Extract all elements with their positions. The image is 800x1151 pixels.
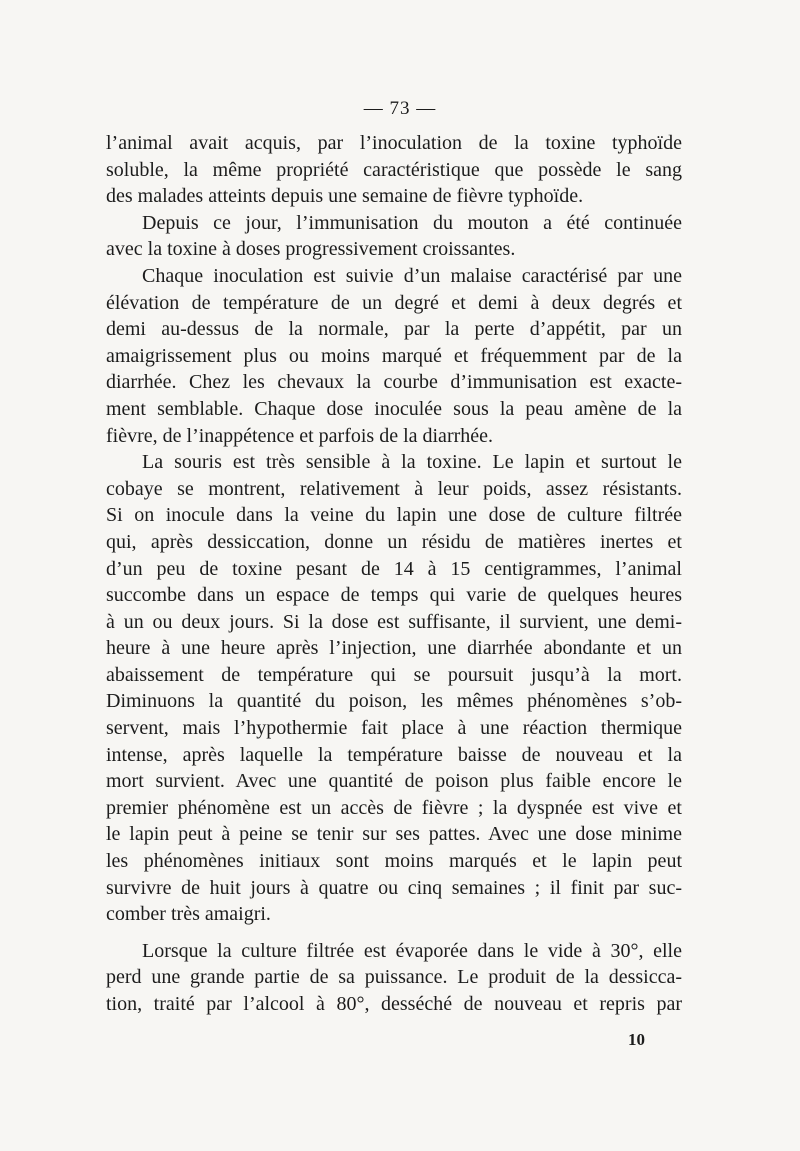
text-line: soluble, la même propriété caractéristique que possède le sang [106,158,682,181]
text-line: ment semblable. Chaque dose inoculée sous la peau amène de la [106,397,682,420]
text-line: survivre de huit jours à quatre ou cinq semaines ; il finit par suc- [106,876,682,899]
paragraph-gap [106,928,682,938]
text-line: succombe dans un espace de temps qui varie de quelques heures [106,584,682,607]
page-number: — 73 — [363,98,437,119]
body-text [106,130,682,1018]
text-line: Depuis ce jour, l’immunisation du mouton a été continuée [142,211,682,234]
text-line: premier phénomène est un accès de fièvre ; la dyspnée est vive et [106,796,682,819]
text-line: fièvre, de l’inappétence et parfois de la diarrhée. [106,424,494,447]
text-line: Si on inocule dans la veine du lapin une dose de culture filtrée [106,504,682,527]
text-line: perd une grande partie de sa puissance. Le produit de la dessicca- [106,966,682,989]
text-line: Chaque inoculation est suivie d’un malaise caractérisé par une [142,264,682,287]
text-line: intense, après laquelle la température baisse de nouveau et la [106,743,682,766]
text-line: Diminuons la quantité du poison, les mêmes phénomènes s’ob- [106,690,682,713]
text-line: à un ou deux jours. Si la dose est suffisante, il survient, une demi- [106,610,682,633]
text-line: amaigrissement plus ou moins marqué et fréquemment par de la [106,344,682,367]
text-line: La souris est très sensible à la toxine. Le lapin et surtout le [142,451,682,474]
text-line: Lorsque la culture filtrée est évaporée dans le vide à 30°, elle [142,939,682,962]
text-line: demi au-dessus de la normale, par la perte d’appétit, par un [106,318,682,341]
text-line: des malades atteints depuis une semaine de fièvre typhoïde. [106,185,584,208]
text-line: tion, traité par l’alcool à 80°, desséché de nouveau et repris par [106,993,682,1015]
text-line: les phénomènes initiaux sont moins marqués et le lapin peut [106,850,682,873]
text-line: diarrhée. Chez les chevaux la courbe d’immunisation est exacte- [106,371,682,394]
text-line: le lapin peut à peine se tenir sur ses pattes. Avec une dose minime [106,823,682,846]
text-line: abaissement de température qui se poursuit jusqu’à la mort. [106,663,682,686]
text-line: d’un peu de toxine pesant de 14 à 15 centigrammes, l’animal [106,557,682,580]
text-line: cobaye se montrent, relativement à leur poids, assez résistants. [106,477,682,500]
text-line: servent, mais l’hypothermie fait place à une réaction thermique [106,717,682,740]
text-line: mort survient. Avec une quantité de poison plus faible encore le [106,770,682,793]
text-line: qui, après dessiccation, donne un résidu de matières inertes et [106,530,682,553]
signature-mark: 10 [628,1030,645,1049]
text-line: élévation de température de un degré et demi à deux degrés et [106,291,682,314]
text-line: avec la toxine à doses progressivement croissantes. [106,238,516,261]
text-line: heure à une heure après l’injection, une diarrhée abondante et un [106,637,682,660]
text-line: l’animal avait acquis, par l’inoculation de la toxine typhoïde [106,132,682,154]
text-line: comber très amaigri. [106,903,271,926]
